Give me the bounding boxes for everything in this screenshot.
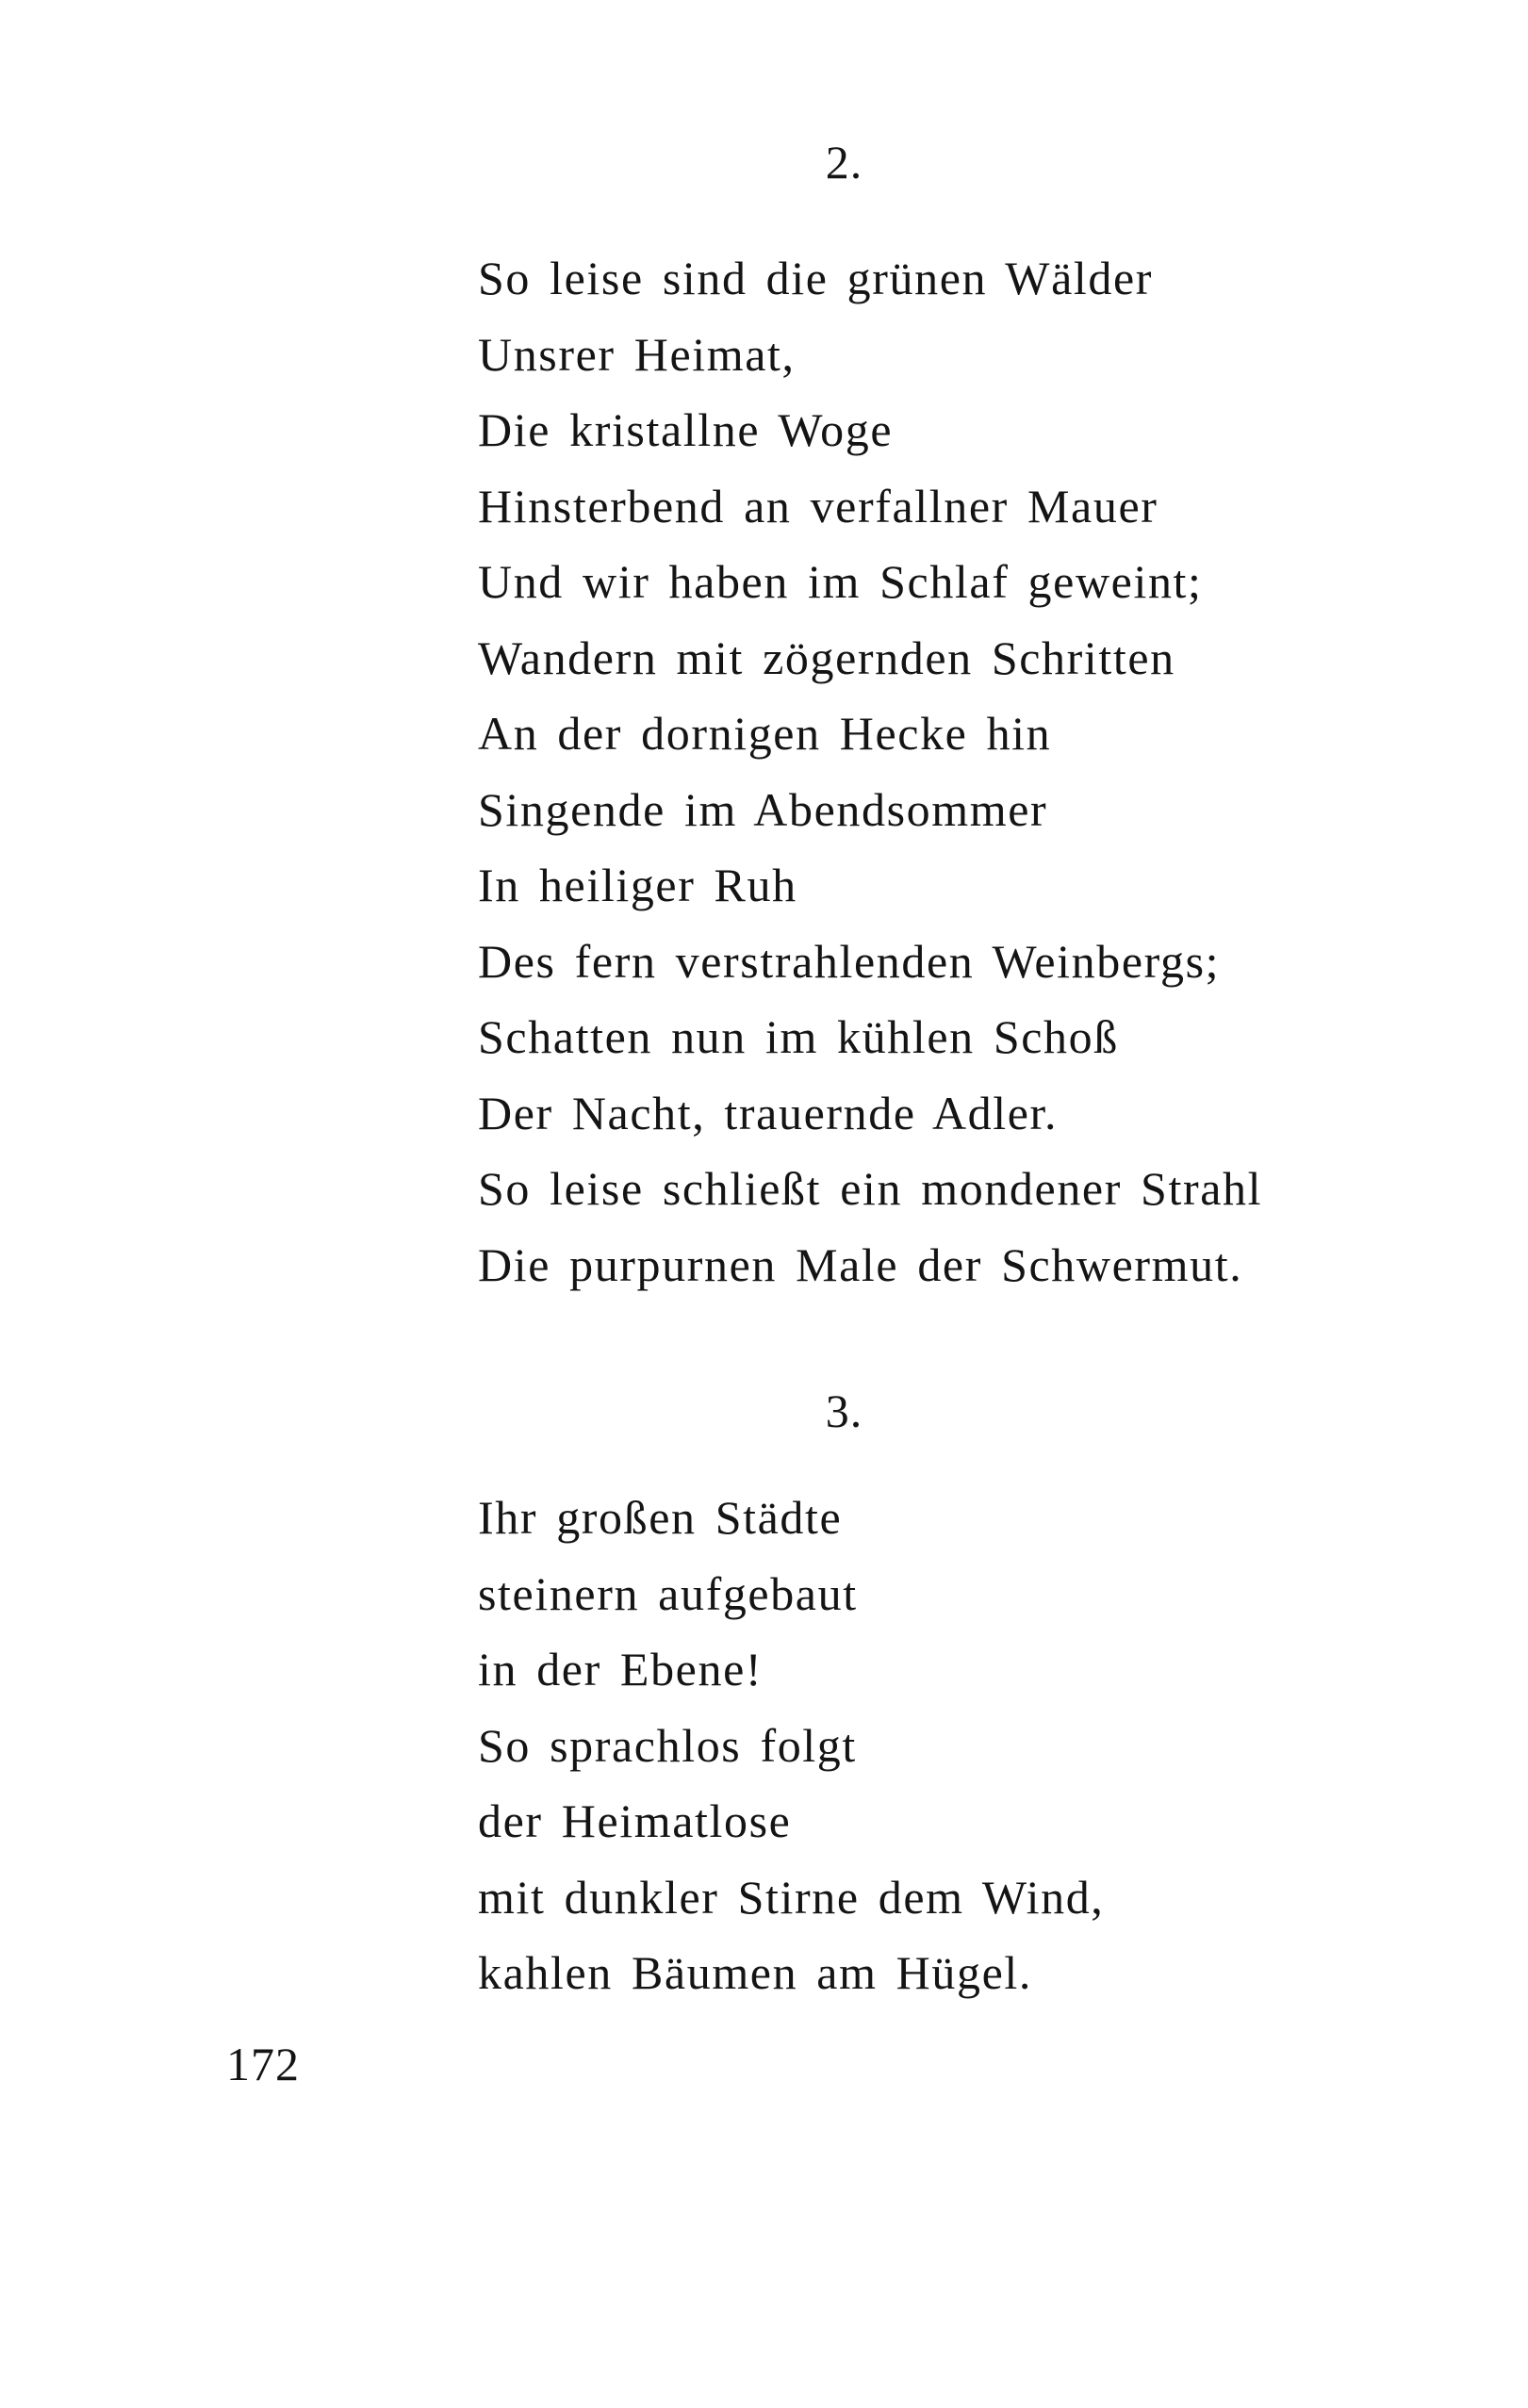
poem-line: steinern aufgebaut: [478, 1566, 858, 1620]
poem-line: So leise sind die grünen Wälder: [478, 252, 1154, 304]
poem-line: Singende im Abendsommer: [478, 782, 1048, 836]
poem-line: Der Nacht, trauernde Adler.: [478, 1086, 1059, 1139]
poem-line: Des fern verstrahlenden Weinbergs;: [478, 934, 1221, 988]
poem-line: Unsrer Heimat,: [478, 327, 796, 381]
poem-line: Die purpurnen Male der Schwermut.: [478, 1237, 1243, 1291]
poem-line: In heiliger Ruh: [478, 859, 797, 911]
poem-section-3: [478, 1480, 1104, 2011]
poem-line: So leise schließt ein mondener Strahl: [478, 1162, 1263, 1215]
poem-line: Schatten nun im kühlen Schoß: [478, 1010, 1119, 1063]
page-number: 172: [226, 2038, 300, 2090]
poem-line: Und wir haben im Schlaf geweint;: [478, 555, 1203, 608]
poem-line: So sprachlos folgt: [478, 1718, 857, 1772]
poem-line: mit dunkler Stirne dem Wind,: [478, 1870, 1105, 1924]
poem-line: Hinsterbend an verfallner Mauer: [478, 479, 1158, 532]
section-number: 2.: [825, 136, 863, 188]
poem-line: Wandern mit zögernden Schritten: [478, 631, 1175, 684]
poem-line: in der Ebene!: [478, 1643, 764, 1695]
poem-line: Die kristallne Woge: [478, 403, 894, 456]
poem-line: Ihr großen Städte: [478, 1491, 843, 1544]
poem-line: kahlen Bäumen am Hügel.: [478, 1946, 1032, 1999]
poem-line: An der dornigen Hecke hin: [478, 707, 1052, 760]
poem-line: der Heimatlose: [478, 1794, 792, 1847]
section-number: 3.: [825, 1384, 863, 1437]
poem-section-2: [478, 240, 1262, 1302]
